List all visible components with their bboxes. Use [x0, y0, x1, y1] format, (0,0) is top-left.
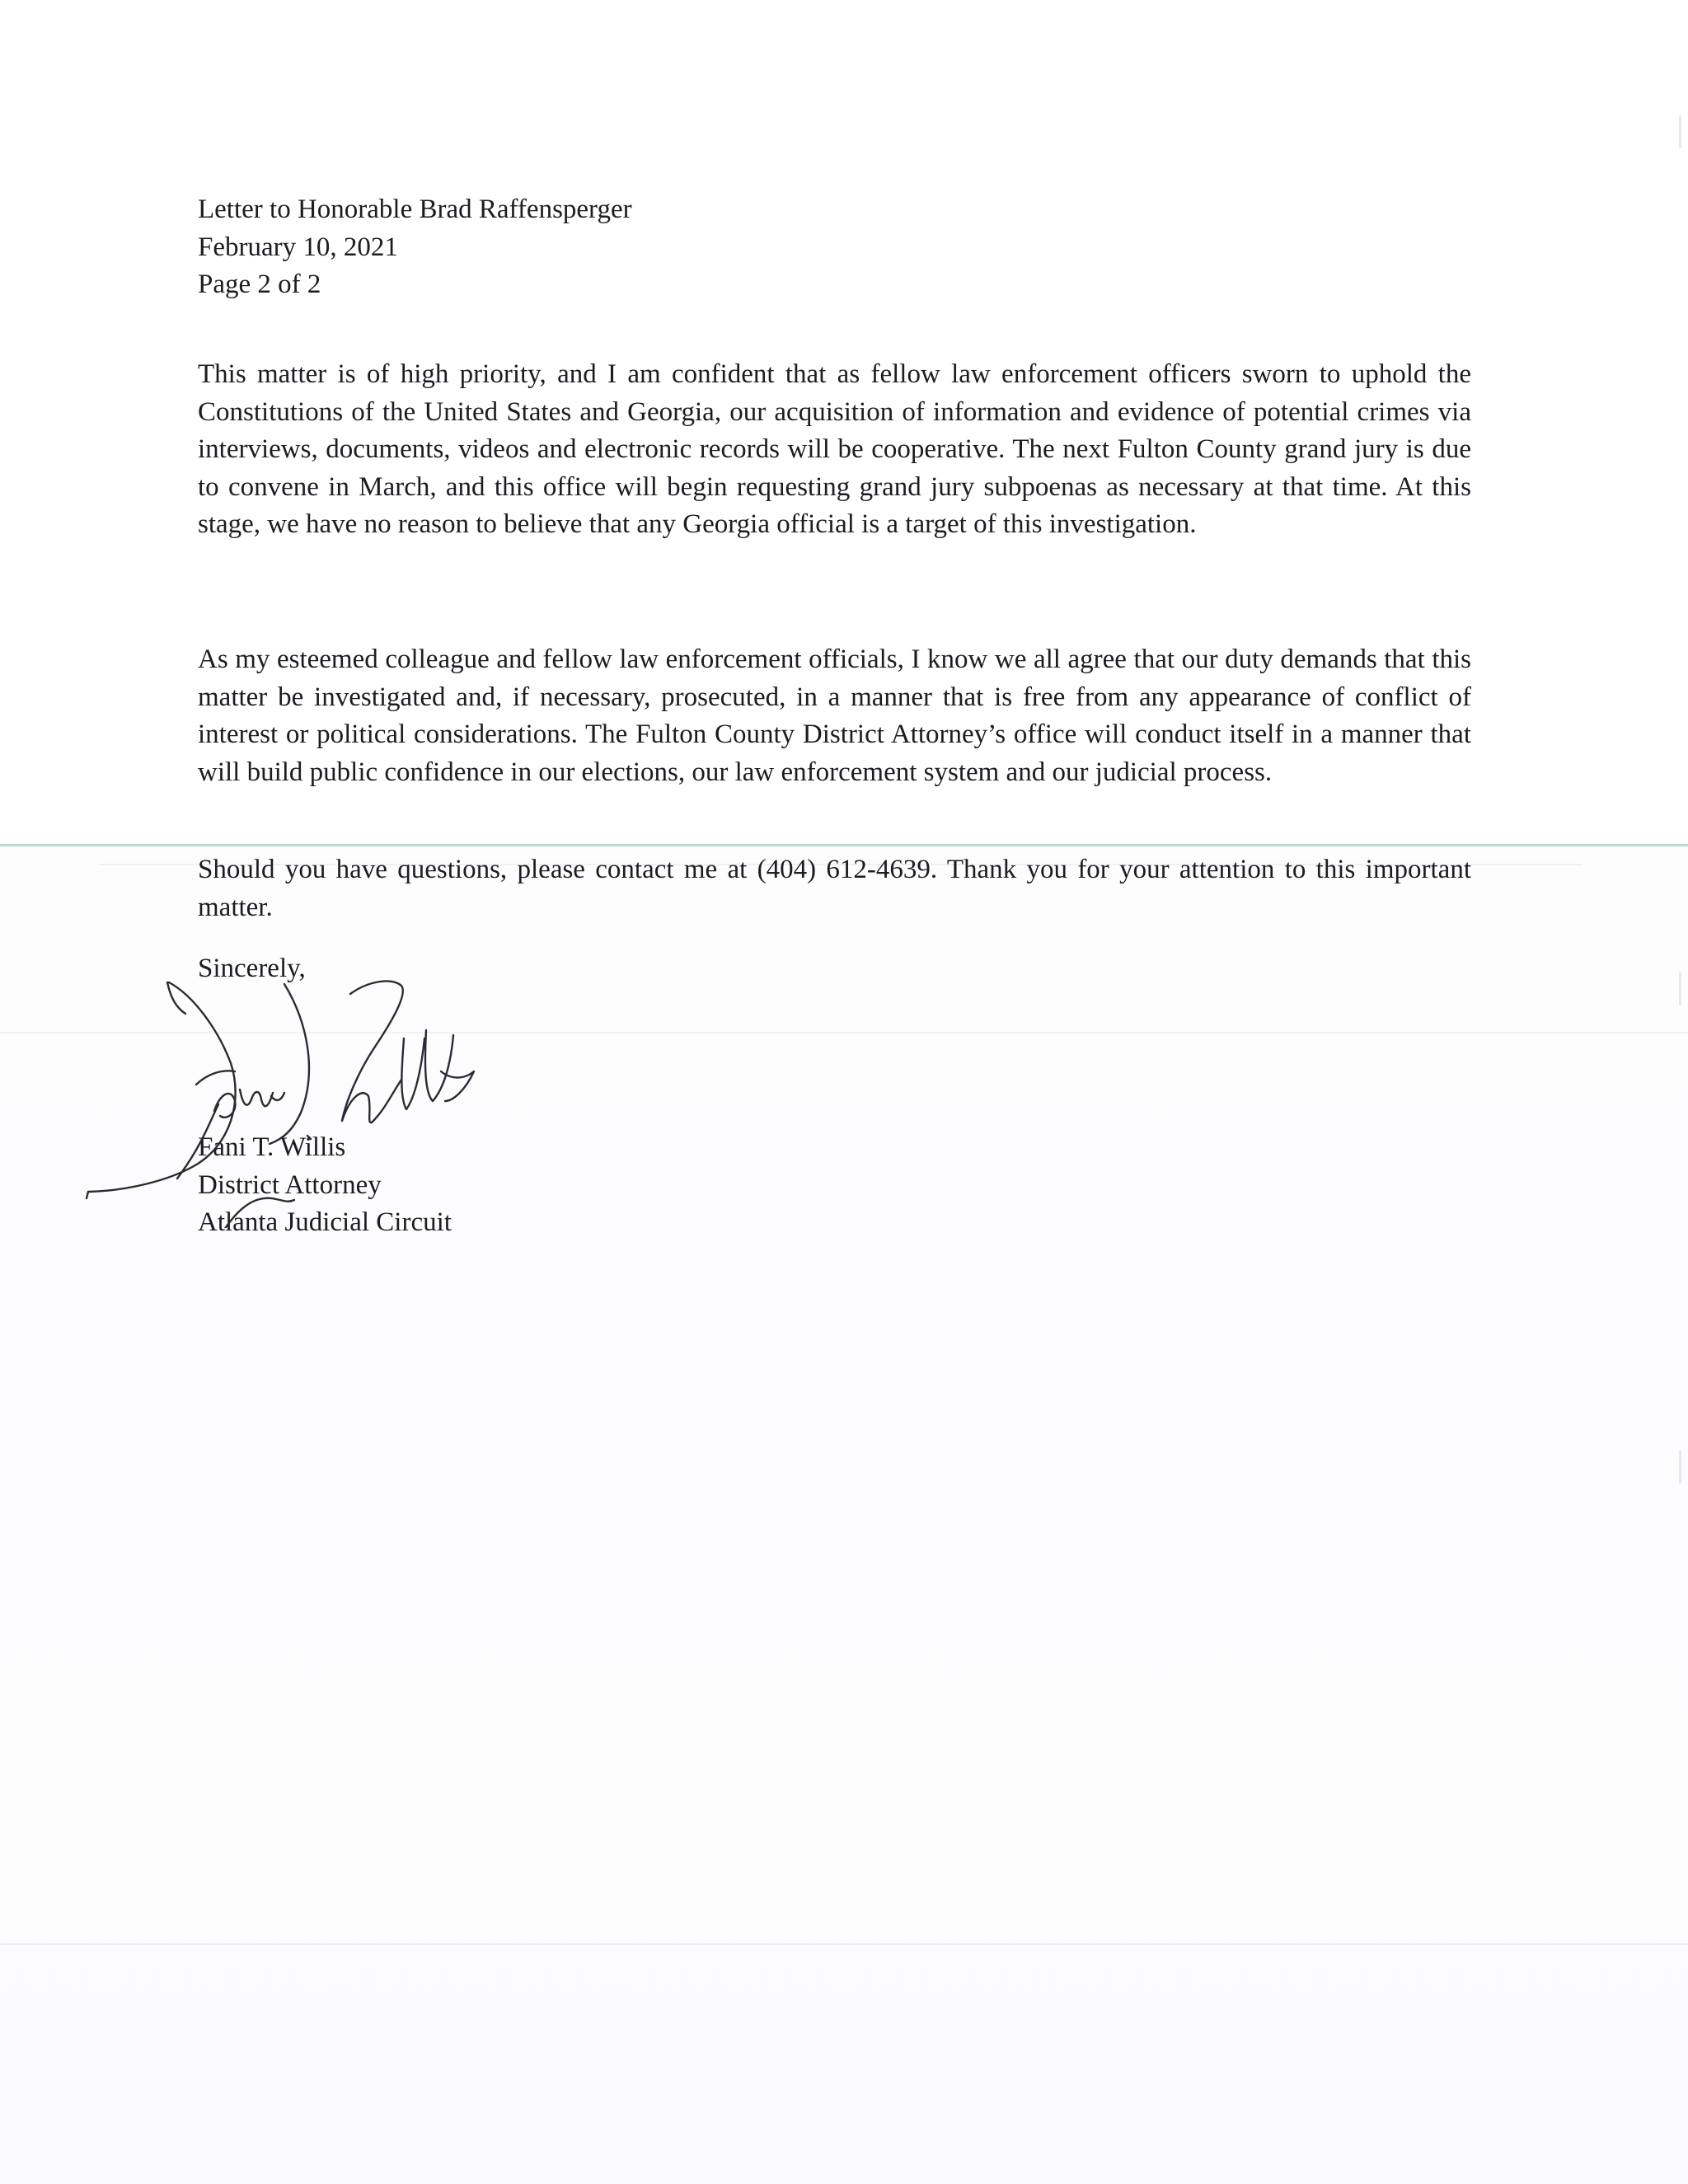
letter-date: February 10, 2021 [198, 232, 398, 262]
signer-title: District Attorney [198, 1169, 382, 1200]
signer-organization: Atlanta Judicial Circuit [198, 1207, 452, 1237]
letter-content [198, 191, 1471, 1237]
body-paragraph: As my esteemed colleague and fellow law enforcement officials, I know we all agree that our duty demands that this matter be investigated and, if necessary, prosecuted, in a manner that is free from any appearance of conflict of interest or political considerations. The Fulton County District Attorney’s office will conduct itself in a manner that will build public confidence in our elections, our law enforcement system and our judicial process. [198, 644, 1471, 787]
closing-salutation: Sincerely, [198, 954, 306, 983]
handwritten-signature [78, 948, 573, 1228]
scan-artifact-line [0, 844, 1688, 846]
body-paragraph: Should you have questions, please contact me at (404) 612-4639. Thank you for your attention to this important matter. [198, 855, 1471, 922]
scan-edge-mark [1679, 972, 1681, 1005]
scan-edge-mark [1679, 115, 1681, 148]
scan-artifact-line [0, 1943, 1688, 1945]
signer-name: Fani T. Willis [198, 1132, 346, 1162]
recipient-line: Letter to Honorable Brad Raffensperger [198, 194, 632, 224]
letter-header [198, 191, 1471, 304]
page-number: Page 2 of 2 [198, 269, 321, 299]
scan-edge-mark [1679, 1451, 1681, 1483]
body-paragraph: This matter is of high priority, and I am confident that as fellow law enforcement officers sworn to uphold the Constitutions of the United States and Georgia, our acquisition of information and evidence of potential crimes via interviews, documents, videos and electronic records will be cooperative. The next Fulton County grand jury is due to convene in March, and this office will begin requesting grand jury subpoenas as necessary at that time. At this stage, we have no reason to believe that any Georgia official is a target of this investigation. [198, 359, 1471, 539]
